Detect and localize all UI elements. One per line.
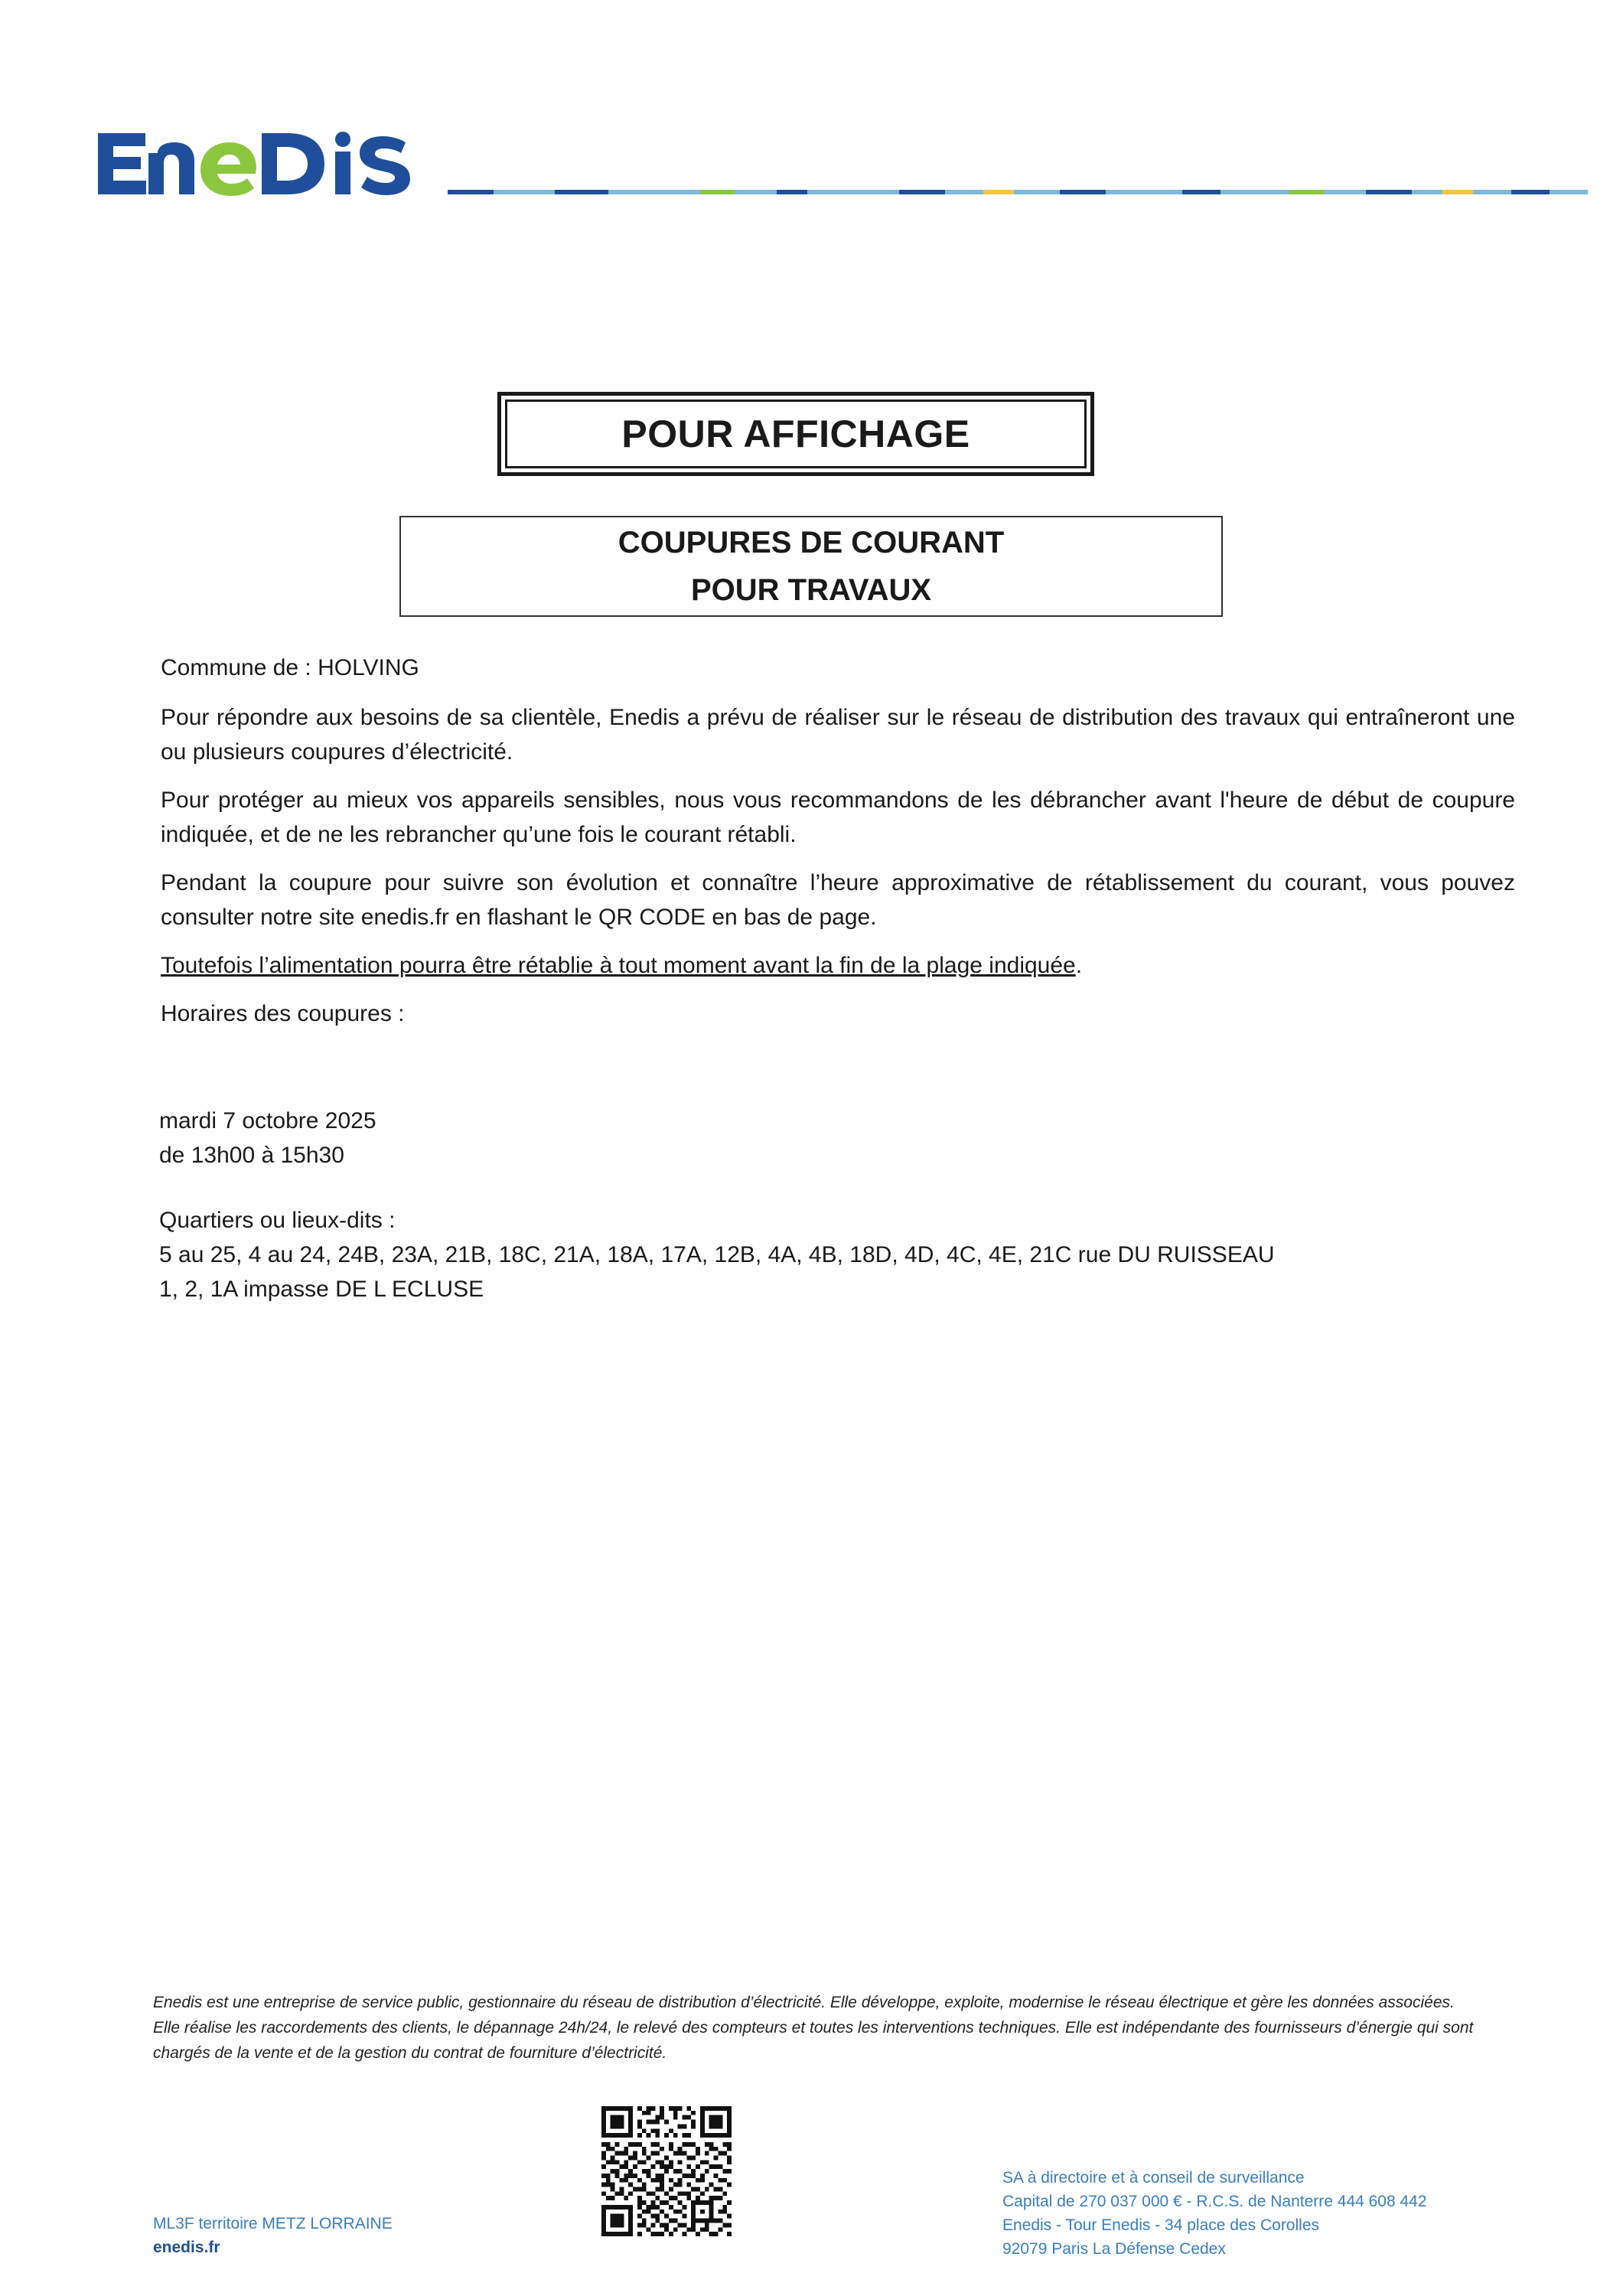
- schedule-label: Horaires des coupures :: [161, 1001, 405, 1026]
- company-capital: Capital de 270 037 000 € - R.C.S. de Nanterre 444 608 442: [1002, 2193, 1427, 2210]
- commune: Commune de : HOLVING: [161, 655, 419, 680]
- enedis-logo: [95, 122, 439, 207]
- logo-underline: [448, 190, 1588, 194]
- footer-company-info: [1002, 2166, 1427, 2261]
- website-link[interactable]: enedis.fr: [153, 2239, 220, 2256]
- title-box: [497, 392, 1094, 476]
- warning-period: .: [1075, 953, 1083, 978]
- schedule: [159, 1104, 1514, 1172]
- company-address-1: Enedis - Tour Enedis - 34 place des Corolles: [1002, 2216, 1320, 2234]
- company-address-2: 92079 Paris La Défense Cedex: [1002, 2240, 1226, 2258]
- places-line-1: 5 au 25, 4 au 24, 24B, 23A, 21B, 18C, 21A, 18A, 17A, 12B, 4A, 4B, 18D, 4D, 4C, 4E, 21C rue DU RUISSEAU: [159, 1242, 1275, 1267]
- paragraph-advice: Pour protéger au mieux vos appareils sensibles, nous vous recommandons de les débrancher avant l'heure de début de coupure indiquée, et de ne les rebrancher qu’une fois le courant rétabli.: [161, 788, 1515, 847]
- paragraph-follow: Pendant la coupure pour suivre son évolution et connaître l’heure approximative de rétablissement du courant, vous pouvez consulter notre site enedis.fr en flashant le QR CODE en bas de page.: [161, 870, 1515, 930]
- subtitle-line-1: COUPURES DE COURANT: [618, 526, 1005, 559]
- schedule-time: de 13h00 à 15h30: [159, 1143, 344, 1168]
- legal-notice: Enedis est une entreprise de service public, gestionnaire du réseau de distribution d’électricité. Elle développe, exploite, modernise le réseau électrique et gère les données associées. Elle réalise les raccordements des clients, le dépannage 24h/24, le relevé des compteurs et toutes les interventions techniques. Elle est indépendante des fournisseurs d’énergie qui sont chargés de la vente et de la gestion du contrat de fourniture d’électricité.: [153, 1994, 1474, 2062]
- paragraph-intro: Pour répondre aux besoins de sa clientèle, Enedis a prévu de réaliser sur le réseau de distribution des travaux qui entraîneront une ou plusieurs coupures d’électricité.: [161, 705, 1515, 765]
- territory-label: ML3F territoire METZ LORRAINE: [153, 2215, 393, 2232]
- subtitle-box: [399, 516, 1223, 617]
- places: [159, 1203, 1537, 1306]
- qr-code[interactable]: [601, 2106, 732, 2236]
- places-label: Quartiers ou lieux-dits :: [159, 1208, 396, 1233]
- footer-left: [153, 2212, 393, 2259]
- subtitle-line-2: POUR TRAVAUX: [690, 573, 932, 607]
- company-status: SA à directoire et à conseil de surveillance: [1002, 2169, 1305, 2187]
- warning-text: Toutefois l’alimentation pourra être rétablie à tout moment avant la fin de la plage indiquée: [161, 953, 1076, 978]
- places-line-2: 1, 2, 1A impasse DE L ECLUSE: [159, 1277, 484, 1302]
- schedule-date: mardi 7 octobre 2025: [159, 1108, 376, 1133]
- warning-line: [161, 948, 1515, 983]
- page-title: POUR AFFICHAGE: [505, 400, 1087, 468]
- notice-body: [161, 651, 1515, 1031]
